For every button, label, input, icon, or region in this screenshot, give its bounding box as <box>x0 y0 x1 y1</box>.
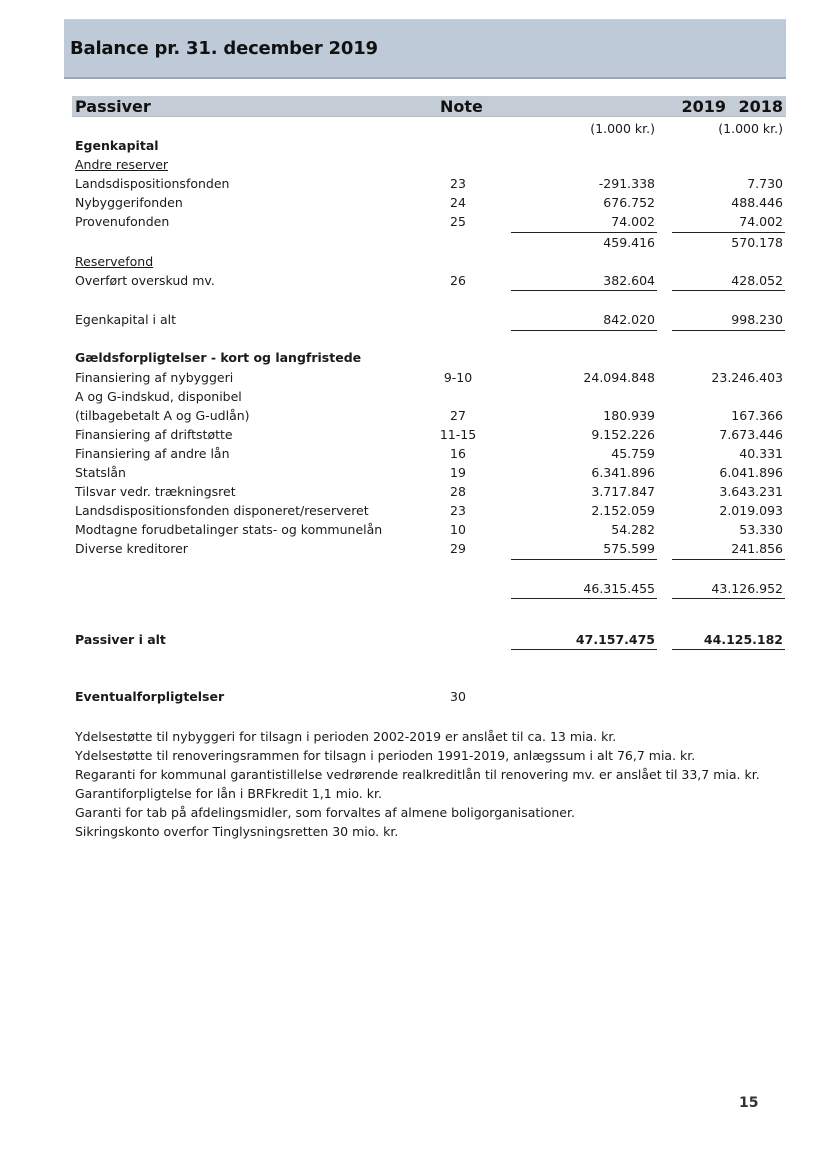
table-row: Overført overskud mv. 26 382.604 428.052 <box>75 273 783 288</box>
sum-line <box>672 559 785 560</box>
table-row: Modtagne forudbetalinger stats- og kommunelån 10 54.282 53.330 <box>75 522 783 537</box>
sum-line <box>672 598 785 599</box>
note-line: Ydelsestøtte til renoveringsrammen for tilsagn i perioden 1991-2019, anlægssum i alt 76,7 mia. kr. <box>75 748 696 763</box>
unit-2018: (1.000 kr.) <box>718 121 783 136</box>
table-row: Landsdispositionsfonden 23 -291.338 7.730 <box>75 176 783 191</box>
sum-line <box>511 649 657 650</box>
note-line: Garanti for tab på afdelingsmidler, som forvaltes af almene boligorganisationer. <box>75 805 575 820</box>
subtotal-row: 459.416 570.178 <box>603 235 783 250</box>
andre-reserver-heading: Andre reserver <box>75 157 169 172</box>
header-section: Passiver <box>75 97 151 116</box>
table-row: A og G-indskud, disponibel <box>75 389 242 404</box>
subtotal-row: 46.315.455 43.126.952 <box>583 581 783 596</box>
sum-line <box>511 330 657 331</box>
sum-line <box>672 649 785 650</box>
unit-row <box>0 121 827 139</box>
note-line: Regaranti for kommunal garantistillelse vedrørende realkreditlån til renovering mv. er anslået til 33,7 mia. kr. <box>75 767 760 782</box>
sum-line <box>511 598 657 599</box>
header-note: Note <box>440 97 483 116</box>
note-line: Garantiforpligtelse for lån i BRFkredit 1,1 mio. kr. <box>75 786 382 801</box>
header-year-2019: 2019 <box>681 97 726 116</box>
reservefond-heading: Reservefond <box>75 254 154 269</box>
section-heading <box>0 138 827 156</box>
table-row: Nybyggerifonden 24 676.752 488.446 <box>75 195 783 210</box>
sum-line <box>672 232 785 233</box>
table-header <box>72 96 786 117</box>
subheading <box>0 157 827 175</box>
egenkapital-heading: Egenkapital <box>75 138 159 153</box>
note-line: Ydelsestøtte til nybyggeri for tilsagn i perioden 2002-2019 er anslået til ca. 13 mia. kr. <box>75 729 617 744</box>
total-row: Egenkapital i alt 842.020 998.230 <box>75 312 783 327</box>
table-row: Provenufonden 25 74.002 74.002 <box>75 214 783 229</box>
page-title: Balance pr. 31. december 2019 <box>70 38 378 59</box>
note-line: Sikringskonto overfor Tinglysningsretten 30 mio. kr. <box>75 824 399 839</box>
sum-line <box>672 330 785 331</box>
table-row: Landsdispositionsfonden disponeret/reserveret 23 2.152.059 2.019.093 <box>75 503 783 518</box>
table-row: Diverse kreditorer 29 575.599 241.856 <box>75 541 783 556</box>
table-row: Tilsvar vedr. trækningsret 28 3.717.847 3.643.231 <box>75 484 783 499</box>
sum-line <box>511 290 657 291</box>
table-row: (tilbagebetalt A og G-udlån) 27 180.939 167.366 <box>75 408 783 423</box>
grand-total-row: Passiver i alt 47.157.475 44.125.182 <box>75 632 783 647</box>
table-row: Finansiering af nybyggeri 9-10 24.094.848 23.246.403 <box>75 370 783 385</box>
table-row: Finansiering af driftstøtte 11-15 9.152.226 7.673.446 <box>75 427 783 442</box>
sum-line <box>511 232 657 233</box>
table-row: Finansiering af andre lån 16 45.759 40.331 <box>75 446 783 461</box>
header-year-2018: 2018 <box>738 97 783 116</box>
page-number: 15 <box>739 1095 759 1111</box>
gaeld-heading: Gældsforpligtelser - kort og langfristede <box>75 350 362 365</box>
sum-line <box>672 290 785 291</box>
section-heading <box>0 350 827 368</box>
unit-2019: (1.000 kr.) <box>590 121 655 136</box>
subheading <box>0 254 827 272</box>
sum-line <box>511 559 657 560</box>
table-row: Statslån 19 6.341.896 6.041.896 <box>75 465 783 480</box>
title-banner <box>64 19 786 79</box>
contingent-row: Eventualforpligtelser 30 <box>75 689 466 704</box>
